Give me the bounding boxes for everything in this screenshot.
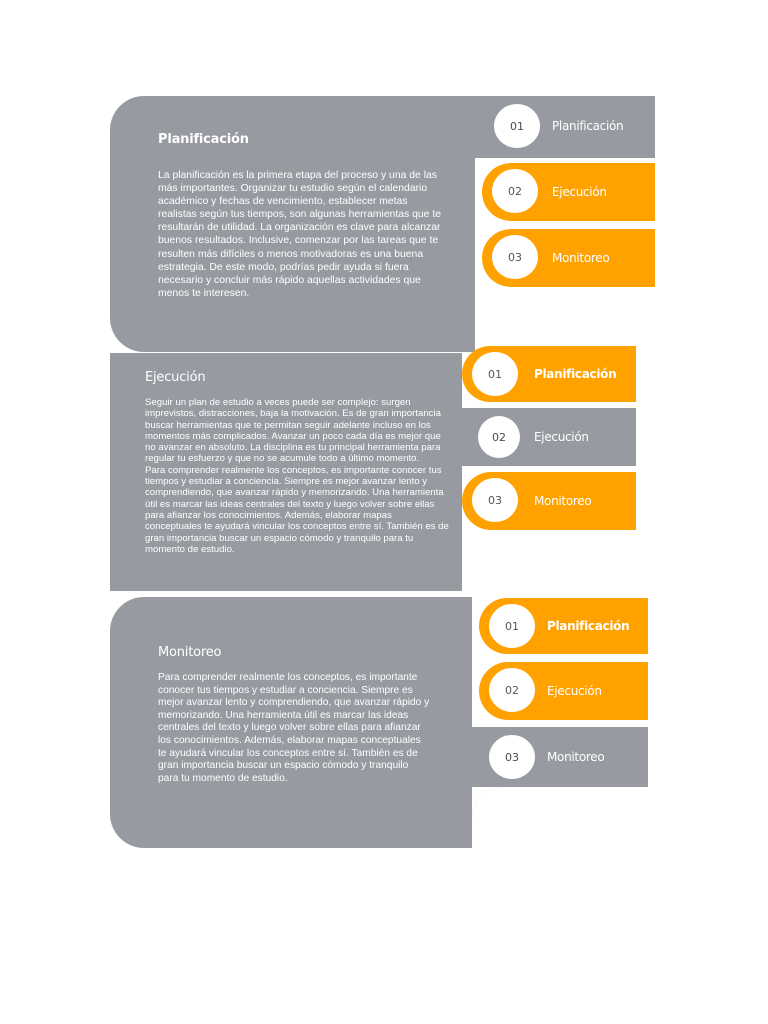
tab-label: Planificación	[552, 119, 624, 133]
tab-label: Planificación	[534, 367, 617, 381]
section-title: Monitoreo	[158, 645, 222, 660]
step-number-badge: 02	[492, 169, 538, 213]
tab-label: Monitoreo	[552, 251, 610, 265]
tab-label: Planificación	[547, 619, 630, 633]
tab-ejecucion[interactable]	[462, 408, 636, 466]
tab-label: Monitoreo	[534, 494, 592, 508]
step-number-badge: 01	[472, 352, 518, 396]
tab-ejecucion[interactable]	[482, 163, 655, 221]
tab-monitoreo[interactable]	[462, 472, 636, 530]
section-title: Planificación	[158, 132, 249, 147]
tab-label: Ejecución	[552, 185, 607, 199]
tab-label: Ejecución	[547, 684, 602, 698]
step-number-badge: 01	[489, 604, 535, 648]
tab-label: Monitoreo	[547, 750, 605, 764]
step-number-badge: 01	[494, 104, 540, 148]
step-number-badge: 03	[472, 478, 518, 522]
section-title: Ejecución	[145, 370, 206, 385]
tab-monitoreo[interactable]	[482, 229, 655, 287]
tab-label: Ejecución	[534, 430, 589, 444]
step-number-badge: 02	[489, 668, 535, 712]
section-body: La planificación es la primera etapa del proceso y una de las más importantes. Organizar tu estudio según el calendario académico y fechas de vencimiento, establecer metas realistas según tus tiempos, son algunas herramientas que te resultarán de utilidad. La organización es clave para alcanzar buenos resultados. Inclusive, comenzar por las tareas que te resulten más difíciles o menos motivadoras es una buena estrategia. De este modo, podrías pedir ayuda si fuera necesario y concluir más rápido aquellas actividades que menos te interesen.	[158, 170, 442, 299]
section-body: Para comprender realmente los conceptos, es importante conocer tus tiempos y estudiar a conciencia. Siempre es mejor avanzar lento y comprendiendo, que avanzar rápido y memorizando. Una herramienta útil es marcar las ideas centrales del texto y luego volver sobre ellas para afianzar los conocimientos. Además, elaborar mapas conceptuales te ayudará vincular los conceptos entre sí. También es de gran importancia buscar un espacio cómodo y tranquilo para tu momento de estudio.	[158, 672, 430, 784]
step-number-badge: 02	[478, 416, 520, 458]
tab-monitoreo[interactable]	[479, 727, 648, 787]
tab-planificacion[interactable]	[462, 346, 636, 402]
tab-planificacion[interactable]	[479, 598, 648, 654]
step-number-badge: 03	[492, 235, 538, 279]
section-body: Seguir un plan de estudio a veces puede ser complejo: surgen imprevistos, distracciones, baja la motivación. Es de gran importancia buscar herramientas que te permitan seguir adelante incluso en los momentos más complicados. Avanzar un poco cada día es mejor que no avanzar en absoluto. La disciplina es tu principal herramienta para regular tu esfuerzo y que no se acumule todo a último momento. Para comprender realmente los conceptos, es importante conocer tus tiempos y estudiar a conciencia. Siempre es mejor avanzar lento y comprendiendo, que avanzar rápido y memorizando. Una herramienta útil es marcar las ideas centrales del texto y luego volver sobre ellas para afianzar los conocimientos. Además, elaborar mapas conceptuales te ayudará vincular los conceptos entre sí. También es de gran importancia buscar un espacio cómodo y tranquilo para tu momento de estudio.	[145, 397, 449, 555]
step-number-badge: 03	[489, 735, 535, 779]
tab-planificacion[interactable]	[484, 96, 655, 156]
tab-ejecucion[interactable]	[479, 662, 648, 720]
